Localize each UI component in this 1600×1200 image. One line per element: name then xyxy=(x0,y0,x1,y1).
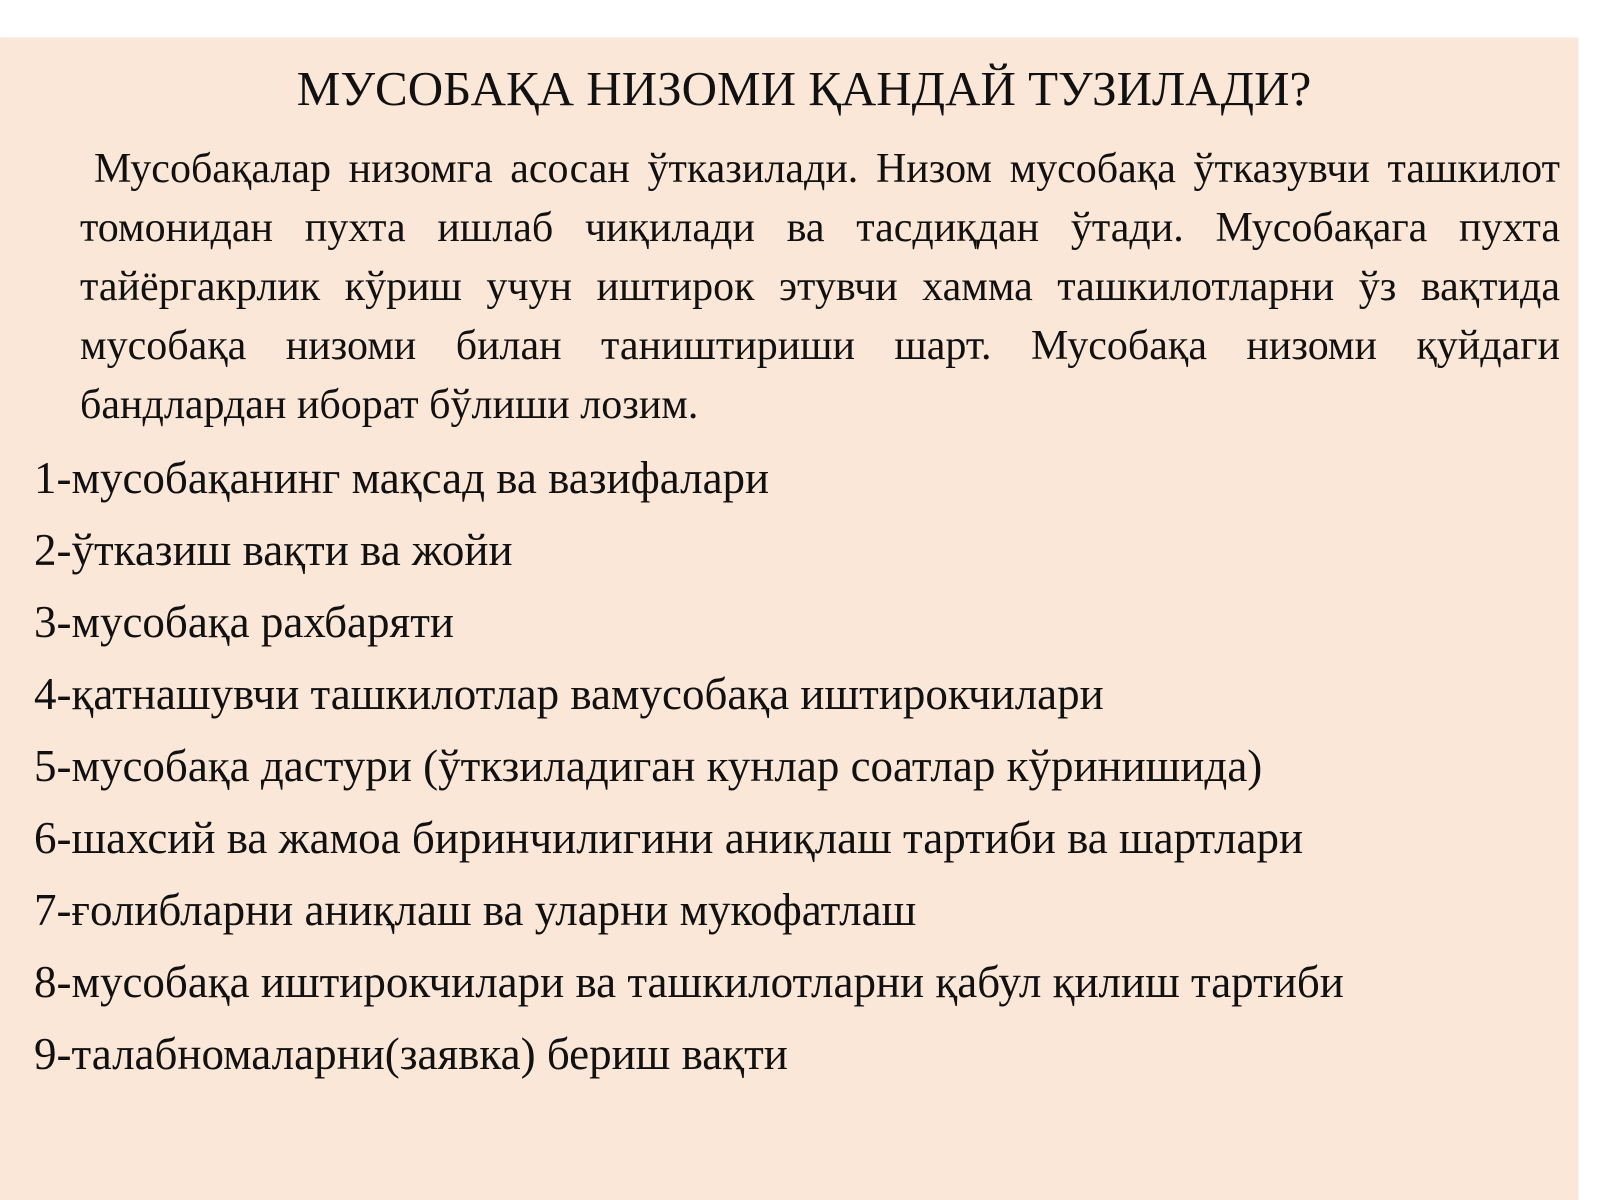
list-item: 5-мусобақа дастури (ўткзиладиган кунлар соатлар кўринишида) xyxy=(34,741,1263,791)
list-item: 1-мусобақанинг мақсад ва вазифалари xyxy=(34,453,770,503)
list-item: 7-ғолибларни аниқлаш ва уларни мукофатлаш xyxy=(34,885,917,935)
list-item: 3-мусобақа рахбаряти xyxy=(34,597,454,647)
requirements-list xyxy=(34,448,1560,1096)
intro-paragraph: Мусобақалар низомга асосан ўтказилади. Низом мусобақа ўтказувчи ташкилот томонидан пухта ишлаб чиқилади ва тасдиқдан ўтади. Мусобақага пухта тайёргакрлик кўриш учун иштирок этувчи хамма ташкилотларни ўз вақтида мусобақа низоми билан таништириши шарт. Мусобақа низоми қуйдаги бандлардан иборат бўлиши лозим. xyxy=(80,146,1560,428)
list-item: 8-мусобақа иштирокчилари ва ташкилотларни қабул қилиш тартиби xyxy=(34,957,1344,1007)
list-item: 4-қатнашувчи ташкилотлар вамусобақа иштирокчилари xyxy=(34,669,1104,719)
list-item: 9-талабномаларни(заявка) бериш вақти xyxy=(34,1029,788,1079)
slide-title: МУСОБАҚА НИЗОМИ ҚАНДАЙ ТУЗИЛАДИ? xyxy=(296,61,1312,116)
list-item: 2-ўтказиш вақти ва жойи xyxy=(34,525,513,575)
list-item: 6-шахсий ва жамоа биринчилигини аниқлаш тартиби ва шартлари xyxy=(34,813,1304,863)
slide xyxy=(0,38,1578,1200)
